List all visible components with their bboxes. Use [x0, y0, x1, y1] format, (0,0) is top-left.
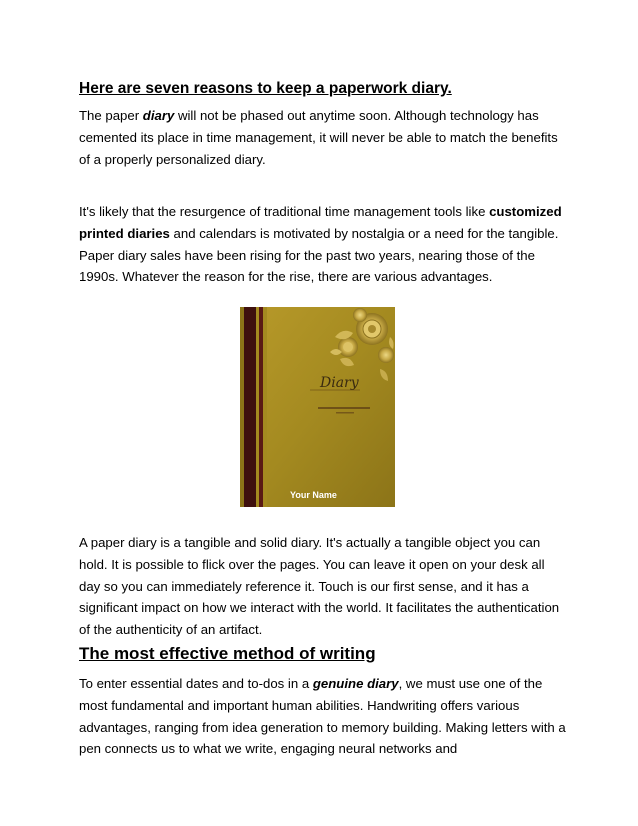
section-heading-seven-reasons: Here are seven reasons to keep a paperwork diary. [79, 80, 452, 97]
paragraph-text: The paper [79, 108, 143, 123]
paragraph-text: To enter essential dates and to-dos in a [79, 676, 313, 691]
paragraph-handwriting [79, 673, 569, 760]
paragraph-text: , we must use one of the most fundamental and important human abilities. Handwriting offers various advantages, ranging from idea generation to memory building. Making letters with a pen connects us to what we write, engaging neural networks and [79, 676, 566, 757]
paragraph-text: will not be phased out anytime soon. Although technology has cemented its place in time management, it will never be able to match the benefits of a properly personalized diary. [79, 108, 558, 167]
spine-band-stripe [259, 307, 263, 507]
diary-cover-image [240, 307, 395, 507]
emphasis-genuine-diary: genuine diary [312, 676, 399, 691]
paragraph-text: and calendars is motivated by nostalgia or a need for the tangible. Paper diary sales have been rising for the past two years, nearing those of the 1990s. Whatever the reason for the rise, there are various advantages. [79, 225, 559, 285]
emphasis-customized-printed-diaries: customized printed diaries [79, 204, 562, 241]
diary-cover-illustration [240, 307, 395, 507]
emphasis-diary: diary [142, 108, 175, 123]
spine-band-dark [244, 307, 256, 507]
paragraph-tangible: A paper diary is a tangible and solid diary. It's actually a tangible object you can hold. It is possible to flick over the pages. You can leave it open on your desk all day so you can immediately reference it. Touch is our first sense, and it has a significant impact on how we interact with the world. It facilitates the authentication of the authenticity of an artifact. [79, 535, 560, 638]
section-heading-writing-method: The most effective method of writing [79, 644, 376, 663]
cover-title: Diary [320, 375, 359, 391]
paragraph-text: It's likely that the resurgence of traditional time management tools like [79, 204, 490, 219]
paragraph-intro [79, 105, 569, 170]
cover-name: Your Name [290, 490, 337, 500]
paragraph-resurgence [79, 201, 569, 288]
